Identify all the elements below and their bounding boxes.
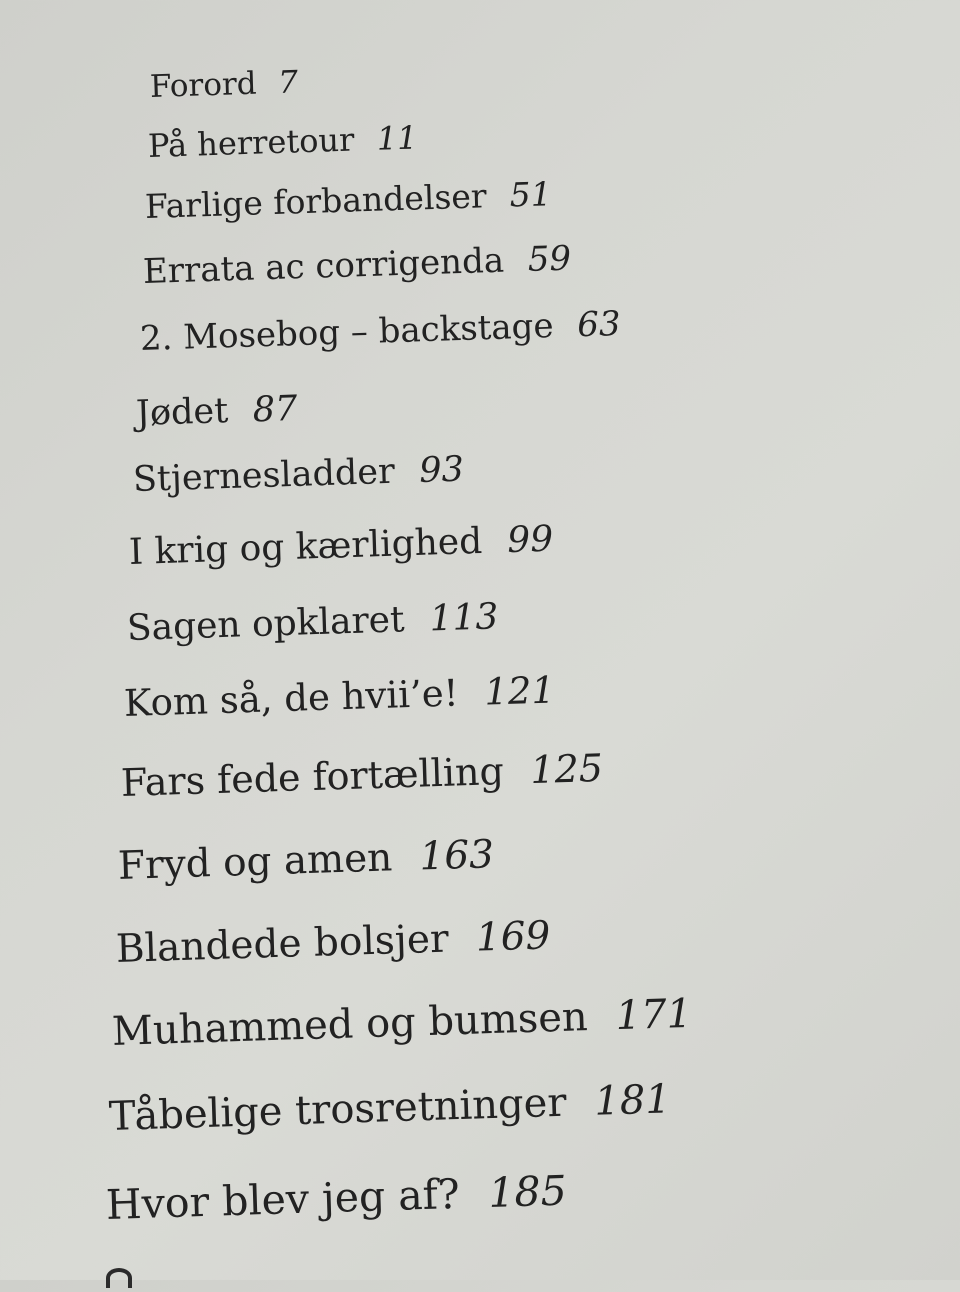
toc-entry xyxy=(147,118,419,165)
toc-entry xyxy=(123,668,556,725)
toc-entry xyxy=(135,388,298,434)
toc-entry xyxy=(142,238,572,292)
toc-entry-title: Fryd og amen xyxy=(117,835,393,889)
toc-entry xyxy=(117,832,495,889)
toc-entry-title: Sagen opklaret xyxy=(126,599,406,649)
toc-entry xyxy=(126,596,499,649)
toc-entry xyxy=(115,913,551,972)
toc-entry xyxy=(128,518,554,573)
toc-entry-page: 93 xyxy=(418,449,465,491)
toc-entry-title: Hvor blev jeg af? xyxy=(105,1169,461,1229)
toc-entry xyxy=(144,174,553,226)
toc-entry-title: Jødet xyxy=(135,391,229,434)
toc-entry-title: Kom så, de hvii’e! xyxy=(123,671,460,725)
toc-entry-page: 185 xyxy=(487,1166,568,1217)
toc-entry xyxy=(120,745,604,805)
toc-entry-title: Stjernesladder xyxy=(132,451,396,500)
toc-entry-title: 2. Mosebog – backstage xyxy=(139,306,555,359)
toc-entry-title: Fars fede fortælling xyxy=(120,748,505,805)
toc-entry-page: 59 xyxy=(527,238,572,280)
toc-entry xyxy=(111,990,693,1055)
toc-entry xyxy=(149,64,299,105)
cut-off-text-fragment xyxy=(104,1262,144,1292)
toc-entry-page: 171 xyxy=(614,990,693,1040)
toc-entry-title: Tåbelige trosretninger xyxy=(108,1079,568,1140)
toc-entry xyxy=(132,449,465,500)
toc-entry-page: 87 xyxy=(252,388,298,431)
toc-entry-page: 11 xyxy=(376,118,419,158)
toc-entry-title: Blandede bolsjer xyxy=(115,916,450,972)
toc-entry-page: 51 xyxy=(509,174,553,215)
toc-entry-page: 125 xyxy=(529,745,604,793)
toc-entry xyxy=(139,303,622,359)
toc-entry-page: 169 xyxy=(475,913,551,961)
toc-entry-page: 113 xyxy=(428,596,499,640)
toc-entry-title: På herretour xyxy=(147,120,355,165)
toc-entry-title: I krig og kærlighed xyxy=(128,520,483,573)
toc-entry-page: 121 xyxy=(483,668,556,714)
toc-entry-page: 163 xyxy=(418,832,495,880)
toc-entry-page: 99 xyxy=(506,518,554,562)
toc-entry-title: Muhammed og bumsen xyxy=(111,994,589,1055)
toc-entry xyxy=(108,1076,672,1140)
toc-entry-title: Errata ac corrigenda xyxy=(142,240,505,292)
toc-entry-page: 181 xyxy=(593,1076,672,1125)
toc-entry-title: Forord xyxy=(149,65,258,105)
toc-entry-page: 63 xyxy=(576,303,622,346)
toc-entry-title: Farlige forbandelser xyxy=(144,176,488,226)
toc-entry xyxy=(105,1166,568,1229)
toc-entry-page: 7 xyxy=(277,64,299,101)
